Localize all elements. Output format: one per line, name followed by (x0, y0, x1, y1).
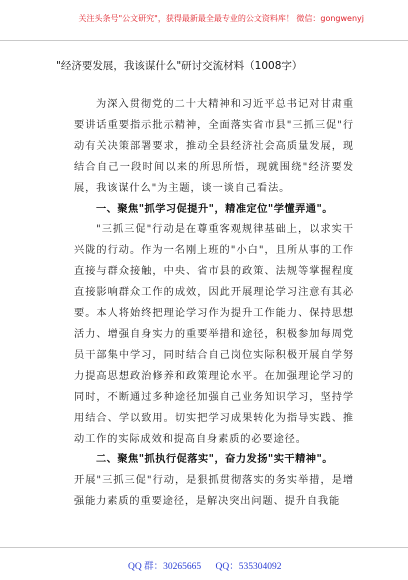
section-2-heading: 二、聚焦"抓执行促落实"，奋力发扬"实干精神"。 (96, 454, 333, 466)
section-2-paragraph: 开展"三抓三促"行动，是狠抓贯彻落实的务实举措，是增强能力素质的重要途径，是解决突出问题、提升自我能 (74, 475, 354, 508)
footer-contact (128, 558, 293, 572)
footer-qq: QQ：535304092 (215, 562, 282, 572)
header-promo-text: 关注头条号"公文研究"，获得最新最全最专业的公文资料库！ 微信：gongwenyj (78, 14, 364, 23)
footer-qq-group: QQ 群：30265665 (128, 562, 202, 572)
intro-paragraph: 为深入贯彻党的二十大精神和习近平总书记对甘肃重要讲话重要指示批示精神，全面落实省市县"三抓三促"行动有关决策部署要求，推动全县经济社会高质量发展，现结合自己一段时间以来的所思所悟，现就围绕"经济要发展，我该谋什么"为主题，谈一谈自己看法。 (74, 99, 354, 194)
document-title: "经济要发展，我该谋什么"研讨交流材料（1008字） (56, 60, 303, 72)
section-1-paragraph: "三抓三促"行动是在尊重客观规律基础上，以求实干兴陇的行动。作为一名刚上班的"小白"，且所从事的工作直接与群众接触，中央、省市县的政策、法规等掌握程度直接影响群众工作的成效，因此开展理论学习注意有其必要。本人将始终把理论学习作为提升工作能力、保持思想活力、增强自身实力的重要举措和途径，积极参加每周党员干部集中学习，同时结合自己岗位实际积极开展自学努力提高思想政治修养和政策理论水平。在加强理论学习的同时，不断通过多种途径加强自己业务知识学习，坚持学用结合、学以致用。切实把学习成果转化为指导实践、推动工作的实际成效和提高自身素质的必要途径。 (74, 224, 354, 445)
page-header (0, 0, 408, 41)
section-1-heading: 一、聚焦"抓学习促提升"，精准定位"学懂弄通"。 (96, 203, 333, 215)
document-body (74, 95, 354, 513)
page-footer (0, 547, 408, 580)
